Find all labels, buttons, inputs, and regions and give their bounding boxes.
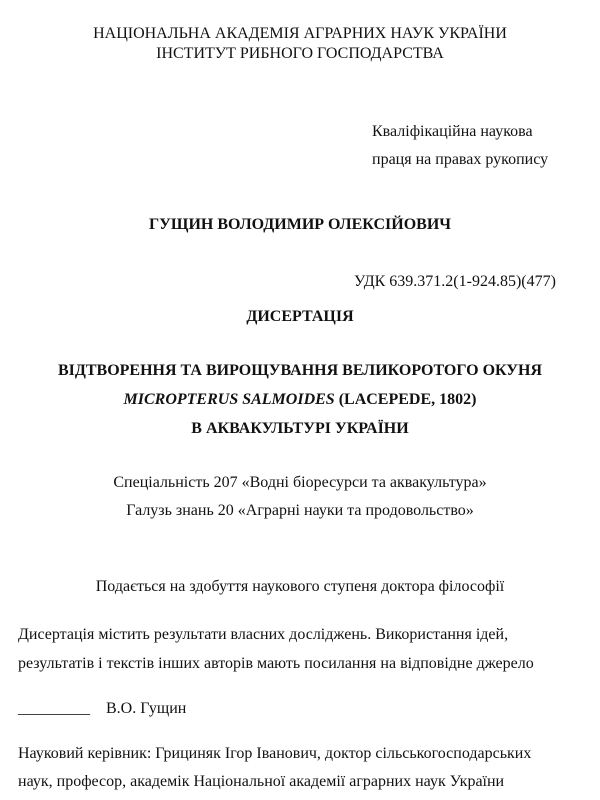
signature-line: _________ xyxy=(18,700,90,717)
specialty-line: Спеціальність 207 «Водні біоресурси та аквакультура» xyxy=(113,474,487,491)
originality-statement-line-1: Дисертація містить результати власних досліджень. Використання ідей, xyxy=(18,626,509,643)
field-of-knowledge-line: Галузь знань 20 «Аграрні науки та продовольство» xyxy=(126,502,474,519)
author-name: ГУЩИН ВОЛОДИМИР ОЛЕКСІЙОВИЧ xyxy=(148,216,452,233)
manuscript-rights-line-1: Кваліфікаційна наукова xyxy=(372,123,533,140)
document-type: ДИСЕРТАЦІЯ xyxy=(246,308,354,325)
signature-block xyxy=(18,699,186,719)
institution-line-1: НАЦІОНАЛЬНА АКАДЕМІЯ АГРАРНИХ НАУК УКРАЇНИ xyxy=(93,25,507,42)
title-line-3: В АКВАКУЛЬТУРІ УКРАЇНИ xyxy=(191,420,409,437)
originality-statement-line-2: результатів і текстів інших авторів мають посилання на відповідне джерело xyxy=(18,655,534,672)
signature-name: В.О. Гущин xyxy=(106,700,187,717)
title-line-1: ВІДТВОРЕННЯ ТА ВИРОЩУВАННЯ ВЕЛИКОРОТОГО ОКУНЯ xyxy=(57,362,543,379)
institution-line-2: ІНСТИТУТ РИБНОГО ГОСПОДАРСТВА xyxy=(156,45,444,62)
supervisor-line-2: наук, професор, академік Національної академії аграрних наук України xyxy=(18,773,505,790)
species-name: MICROPTERUS SALMOIDES xyxy=(123,391,335,408)
manuscript-rights-line-2: праця на правах рукопису xyxy=(372,151,549,168)
submission-statement: Подається на здобуття наукового ступеня доктора філософії xyxy=(95,578,505,595)
supervisor-line-1: Науковий керівник: Грициняк Ігор Іванович, доктор сільськогосподарських xyxy=(18,745,532,762)
title-line-2 xyxy=(0,390,600,410)
udc-code: УДК 639.371.2(1-924.85)(477) xyxy=(354,273,556,290)
species-author: (LACEPEDE, 1802) xyxy=(334,391,477,408)
